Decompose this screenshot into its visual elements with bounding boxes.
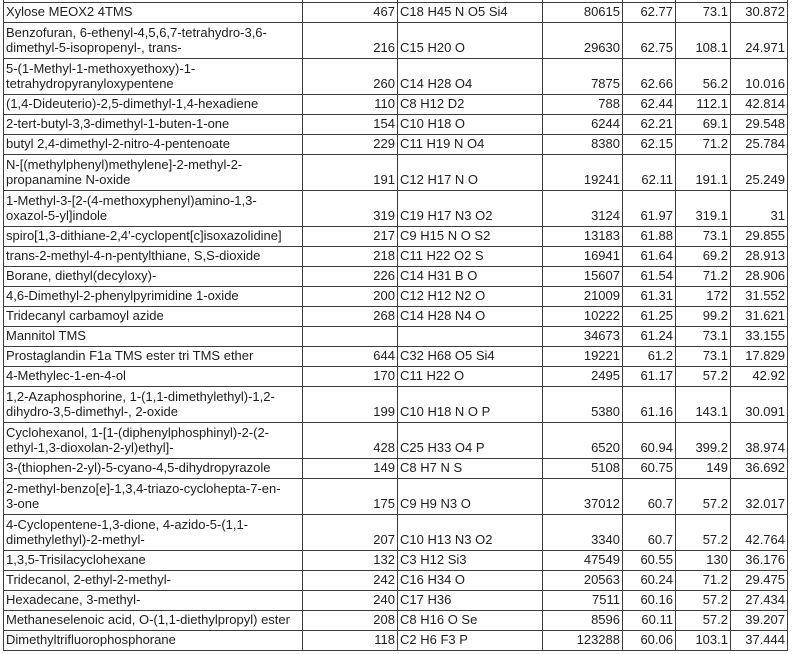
compound-name-line: (1,4-Dideuterio)-2,5-dimethyl-1,4-hexadiene bbox=[6, 96, 259, 111]
compound-name-line: propanamine N-oxide bbox=[6, 172, 131, 187]
mw-cell[interactable]: 644 bbox=[303, 347, 398, 367]
value-cell[interactable]: 60.7 bbox=[623, 479, 676, 515]
value-cell[interactable]: 61.54 bbox=[623, 267, 676, 287]
abundance-cell[interactable]: 80615 bbox=[543, 3, 623, 23]
abundance-cell[interactable]: 19221 bbox=[543, 347, 623, 367]
mw-cell[interactable]: 118 bbox=[303, 631, 398, 651]
mw-cell[interactable]: 199 bbox=[303, 387, 398, 423]
abundance-cell[interactable]: 20563 bbox=[543, 571, 623, 591]
formula-cell[interactable]: C2 H6 F3 P bbox=[398, 631, 543, 651]
abundance-cell[interactable]: 6244 bbox=[543, 115, 623, 135]
table-row bbox=[4, 387, 788, 423]
mw-cell[interactable]: 216 bbox=[303, 23, 398, 59]
compound-name-line: Hexadecane, 3-methyl- bbox=[6, 592, 141, 607]
value-cell[interactable]: 42.814 bbox=[731, 95, 788, 115]
value-cell[interactable]: 319.1 bbox=[676, 191, 731, 227]
compound-name-cell[interactable] bbox=[4, 327, 303, 347]
formula-cell[interactable]: C15 H20 O bbox=[398, 23, 543, 59]
value-cell[interactable]: 399.2 bbox=[676, 423, 731, 459]
formula-cell[interactable]: C9 H15 N O S2 bbox=[398, 227, 543, 247]
mw-cell[interactable] bbox=[303, 327, 398, 347]
value-cell[interactable]: 30.091 bbox=[731, 387, 788, 423]
value-cell[interactable]: 69.2 bbox=[676, 247, 731, 267]
value-cell[interactable]: 60.06 bbox=[623, 631, 676, 651]
compound-name-cell[interactable] bbox=[4, 247, 303, 267]
compound-name-line: ethyl-1,3-dioxolan-2-yl)ethyl]- bbox=[6, 440, 174, 455]
compound-name-cell[interactable] bbox=[4, 387, 303, 423]
compound-name-line: 1-Methyl-3-[2-(4-methoxyphenyl)amino-1,3- bbox=[6, 193, 257, 208]
value-cell[interactable]: 29.548 bbox=[731, 115, 788, 135]
value-cell[interactable]: 30.872 bbox=[731, 3, 788, 23]
table-row bbox=[4, 423, 788, 459]
formula-cell[interactable]: C12 H12 N2 O bbox=[398, 287, 543, 307]
value-cell[interactable]: 191.1 bbox=[676, 155, 731, 191]
value-cell[interactable]: 28.906 bbox=[731, 267, 788, 287]
compound-name-line: Cyclohexanol, 1-[1-(diphenylphosphinyl)-2-(2- bbox=[6, 425, 270, 440]
table-row bbox=[4, 227, 788, 247]
value-cell[interactable]: 60.55 bbox=[623, 551, 676, 571]
mw-cell[interactable]: 200 bbox=[303, 287, 398, 307]
compound-name-line: dihydro-3,5-dimethyl-, 2-oxide bbox=[6, 404, 178, 419]
mw-cell[interactable]: 218 bbox=[303, 247, 398, 267]
formula-cell[interactable]: C11 H22 O bbox=[398, 367, 543, 387]
mw-cell[interactable]: 268 bbox=[303, 307, 398, 327]
mw-cell[interactable]: 170 bbox=[303, 367, 398, 387]
compound-name-line: Prostaglandin F1a TMS ester tri TMS ether bbox=[6, 348, 254, 363]
compound-name-cell[interactable] bbox=[4, 307, 303, 327]
value-cell[interactable]: 60.94 bbox=[623, 423, 676, 459]
formula-cell[interactable]: C10 H18 O bbox=[398, 115, 543, 135]
table-row bbox=[4, 267, 788, 287]
compound-name-cell[interactable] bbox=[4, 135, 303, 155]
compound-name-cell[interactable] bbox=[4, 423, 303, 459]
formula-cell[interactable]: C19 H17 N3 O2 bbox=[398, 191, 543, 227]
value-cell[interactable]: 143.1 bbox=[676, 387, 731, 423]
value-cell[interactable]: 60.75 bbox=[623, 459, 676, 479]
value-cell[interactable]: 57.2 bbox=[676, 367, 731, 387]
abundance-cell[interactable]: 34673 bbox=[543, 327, 623, 347]
compound-name-line: Tridecanyl carbamoyl azide bbox=[6, 308, 164, 323]
formula-cell[interactable]: C16 H34 O bbox=[398, 571, 543, 591]
value-cell[interactable]: 99.2 bbox=[676, 307, 731, 327]
value-cell[interactable]: 57.2 bbox=[676, 479, 731, 515]
mw-cell[interactable]: 229 bbox=[303, 135, 398, 155]
compound-name-line: 2-methyl-benzo[e]-1,3,4-triazo-cyclohepta-7-en- bbox=[6, 481, 281, 496]
compound-name-line: 1,2-Azaphosphorine, 1-(1,1-dimethylethyl)-1,2- bbox=[6, 389, 275, 404]
mw-cell[interactable]: 428 bbox=[303, 423, 398, 459]
abundance-cell[interactable]: 19241 bbox=[543, 155, 623, 191]
value-cell[interactable]: 27.434 bbox=[731, 591, 788, 611]
value-cell[interactable]: 61.17 bbox=[623, 367, 676, 387]
abundance-cell[interactable]: 8380 bbox=[543, 135, 623, 155]
compound-name-cell[interactable] bbox=[4, 591, 303, 611]
abundance-cell[interactable]: 3124 bbox=[543, 191, 623, 227]
compound-name-line: dimethylethyl)-2-methyl- bbox=[6, 532, 145, 547]
formula-cell[interactable]: C3 H12 Si3 bbox=[398, 551, 543, 571]
abundance-cell[interactable]: 5380 bbox=[543, 387, 623, 423]
mw-cell[interactable]: 226 bbox=[303, 267, 398, 287]
value-cell[interactable]: 62.77 bbox=[623, 3, 676, 23]
table-row bbox=[4, 611, 788, 631]
value-cell[interactable]: 33.155 bbox=[731, 327, 788, 347]
formula-cell[interactable]: C8 H12 D2 bbox=[398, 95, 543, 115]
compound-name-cell[interactable] bbox=[4, 479, 303, 515]
table-row bbox=[4, 515, 788, 551]
value-cell[interactable]: 62.21 bbox=[623, 115, 676, 135]
compound-table-body bbox=[4, 0, 788, 651]
compound-name-line: 2-tert-butyl-3,3-dimethyl-1-buten-1-one bbox=[6, 116, 230, 131]
compound-name-line: 5-(1-Methyl-1-methoxyethoxy)-1- bbox=[6, 61, 196, 76]
compound-name-cell[interactable] bbox=[4, 551, 303, 571]
abundance-cell[interactable]: 123288 bbox=[543, 631, 623, 651]
formula-cell[interactable]: C25 H33 O4 P bbox=[398, 423, 543, 459]
value-cell[interactable]: 71.2 bbox=[676, 571, 731, 591]
value-cell[interactable]: 61.88 bbox=[623, 227, 676, 247]
mw-cell[interactable]: 207 bbox=[303, 515, 398, 551]
compound-name-line: 3-(thiophen-2-yl)-5-cyano-4,5-dihydropyrazole bbox=[6, 460, 271, 475]
value-cell[interactable]: 69.1 bbox=[676, 115, 731, 135]
compound-name-line: butyl 2,4-dimethyl-2-nitro-4-pentenoate bbox=[6, 136, 231, 151]
formula-cell[interactable]: C8 H16 O Se bbox=[398, 611, 543, 631]
compound-name-cell[interactable] bbox=[4, 227, 303, 247]
compound-name-cell[interactable] bbox=[4, 287, 303, 307]
formula-cell[interactable]: C9 H9 N3 O bbox=[398, 479, 543, 515]
compound-name-line: N-[(methylphenyl)methylene]-2-methyl-2- bbox=[6, 157, 243, 172]
abundance-cell[interactable]: 47549 bbox=[543, 551, 623, 571]
compound-name-line: tetrahydropyranyloxypentene bbox=[6, 76, 174, 91]
abundance-cell[interactable]: 21009 bbox=[543, 287, 623, 307]
formula-cell[interactable]: C18 H45 N O5 Si4 bbox=[398, 3, 543, 23]
table-row bbox=[4, 571, 788, 591]
table-row bbox=[4, 327, 788, 347]
table-row bbox=[4, 59, 788, 95]
value-cell[interactable]: 108.1 bbox=[676, 23, 731, 59]
compound-name-line: oxazol-5-yl]indole bbox=[6, 208, 108, 223]
value-cell[interactable]: 38.974 bbox=[731, 423, 788, 459]
value-cell[interactable]: 62.75 bbox=[623, 23, 676, 59]
table-row bbox=[4, 135, 788, 155]
table-row bbox=[4, 551, 788, 571]
compound-name-cell[interactable] bbox=[4, 23, 303, 59]
value-cell[interactable]: 73.1 bbox=[676, 227, 731, 247]
value-cell[interactable]: 73.1 bbox=[676, 327, 731, 347]
abundance-cell[interactable]: 7875 bbox=[543, 59, 623, 95]
mw-cell[interactable]: 132 bbox=[303, 551, 398, 571]
table-row bbox=[4, 23, 788, 59]
mw-cell[interactable]: 110 bbox=[303, 95, 398, 115]
table-row bbox=[4, 287, 788, 307]
table-row bbox=[4, 347, 788, 367]
value-cell[interactable]: 61.24 bbox=[623, 327, 676, 347]
value-cell[interactable]: 61.97 bbox=[623, 191, 676, 227]
value-cell[interactable]: 31.552 bbox=[731, 287, 788, 307]
value-cell[interactable]: 39.207 bbox=[731, 611, 788, 631]
value-cell[interactable]: 62.66 bbox=[623, 59, 676, 95]
compound-name-line: Mannitol TMS bbox=[6, 328, 86, 343]
value-cell[interactable]: 42.764 bbox=[731, 515, 788, 551]
compound-name-cell[interactable] bbox=[4, 367, 303, 387]
compound-name-line: Dimethyltrifluorophosphorane bbox=[6, 632, 176, 647]
abundance-cell[interactable]: 29630 bbox=[543, 23, 623, 59]
formula-cell[interactable]: C32 H68 O5 Si4 bbox=[398, 347, 543, 367]
table-row bbox=[4, 191, 788, 227]
value-cell[interactable]: 57.2 bbox=[676, 611, 731, 631]
abundance-cell[interactable]: 16941 bbox=[543, 247, 623, 267]
table-row bbox=[4, 479, 788, 515]
value-cell[interactable]: 62.44 bbox=[623, 95, 676, 115]
value-cell[interactable]: 10.016 bbox=[731, 59, 788, 95]
formula-cell[interactable]: C10 H18 N O P bbox=[398, 387, 543, 423]
compound-name-cell[interactable] bbox=[4, 459, 303, 479]
compound-name-cell[interactable] bbox=[4, 267, 303, 287]
compound-name-line: 4,6-Dimethyl-2-phenylpyrimidine 1-oxide bbox=[6, 288, 239, 303]
abundance-cell[interactable]: 788 bbox=[543, 95, 623, 115]
value-cell[interactable]: 73.1 bbox=[676, 3, 731, 23]
compound-name-cell[interactable] bbox=[4, 631, 303, 651]
value-cell[interactable]: 71.2 bbox=[676, 267, 731, 287]
abundance-cell[interactable]: 5108 bbox=[543, 459, 623, 479]
value-cell[interactable]: 130 bbox=[676, 551, 731, 571]
table-row bbox=[4, 367, 788, 387]
value-cell[interactable]: 36.692 bbox=[731, 459, 788, 479]
compound-name-line: Tridecanol, 2-ethyl-2-methyl- bbox=[6, 572, 171, 587]
value-cell[interactable]: 36.176 bbox=[731, 551, 788, 571]
formula-cell[interactable]: C11 H22 O2 S bbox=[398, 247, 543, 267]
compound-name-line: 4-Cyclopentene-1,3-dione, 4-azido-5-(1,1- bbox=[6, 517, 249, 532]
formula-cell[interactable]: C12 H17 N O bbox=[398, 155, 543, 191]
abundance-cell[interactable]: 2495 bbox=[543, 367, 623, 387]
abundance-cell[interactable]: 13183 bbox=[543, 227, 623, 247]
value-cell[interactable]: 25.249 bbox=[731, 155, 788, 191]
abundance-cell[interactable]: 37012 bbox=[543, 479, 623, 515]
value-cell[interactable]: 57.2 bbox=[676, 591, 731, 611]
formula-cell[interactable]: C14 H31 B O bbox=[398, 267, 543, 287]
compound-name-line: 1,3,5-Trisilacyclohexane bbox=[6, 552, 146, 567]
mw-cell[interactable]: 260 bbox=[303, 59, 398, 95]
mw-cell[interactable]: 175 bbox=[303, 479, 398, 515]
compound-name-line: 4-Methylec-1-en-4-ol bbox=[6, 368, 126, 383]
compound-name-cell[interactable] bbox=[4, 95, 303, 115]
compound-name-cell[interactable] bbox=[4, 191, 303, 227]
table-row bbox=[4, 459, 788, 479]
value-cell[interactable]: 71.2 bbox=[676, 135, 731, 155]
abundance-cell[interactable]: 3340 bbox=[543, 515, 623, 551]
value-cell[interactable]: 28.913 bbox=[731, 247, 788, 267]
formula-cell[interactable]: C14 H28 O4 bbox=[398, 59, 543, 95]
value-cell[interactable]: 60.7 bbox=[623, 515, 676, 551]
value-cell[interactable]: 172 bbox=[676, 287, 731, 307]
value-cell[interactable]: 29.475 bbox=[731, 571, 788, 591]
compound-name-cell[interactable] bbox=[4, 59, 303, 95]
mw-cell[interactable]: 208 bbox=[303, 611, 398, 631]
abundance-cell[interactable]: 6520 bbox=[543, 423, 623, 459]
mw-cell[interactable]: 240 bbox=[303, 591, 398, 611]
abundance-cell[interactable]: 10222 bbox=[543, 307, 623, 327]
compound-name-cell[interactable] bbox=[4, 515, 303, 551]
value-cell[interactable]: 103.1 bbox=[676, 631, 731, 651]
abundance-cell[interactable]: 15607 bbox=[543, 267, 623, 287]
formula-cell[interactable]: C11 H19 N O4 bbox=[398, 135, 543, 155]
value-cell[interactable]: 25.784 bbox=[731, 135, 788, 155]
value-cell[interactable]: 60.16 bbox=[623, 591, 676, 611]
table-row bbox=[4, 307, 788, 327]
value-cell[interactable]: 149 bbox=[676, 459, 731, 479]
formula-cell[interactable] bbox=[398, 327, 543, 347]
table-row bbox=[4, 155, 788, 191]
value-cell[interactable]: 31 bbox=[731, 191, 788, 227]
mw-cell[interactable]: 319 bbox=[303, 191, 398, 227]
formula-cell[interactable]: C14 H28 N4 O bbox=[398, 307, 543, 327]
compound-name-cell[interactable] bbox=[4, 3, 303, 23]
compound-name-line: Borane, diethyl(decyloxy)- bbox=[6, 268, 157, 283]
value-cell[interactable]: 29.855 bbox=[731, 227, 788, 247]
compound-name-line: spiro[1,3-dithiane-2,4'-cyclopent[c]isoxazolidine] bbox=[6, 228, 282, 243]
table-row bbox=[4, 247, 788, 267]
value-cell[interactable]: 62.11 bbox=[623, 155, 676, 191]
formula-cell[interactable]: C17 H36 bbox=[398, 591, 543, 611]
compound-name-line: Methaneselenoic acid, O-(1,1-diethylpropyl) ester bbox=[6, 612, 290, 627]
compound-table bbox=[3, 0, 788, 651]
value-cell[interactable]: 37.444 bbox=[731, 631, 788, 651]
compound-name-line: 3-one bbox=[6, 496, 40, 511]
value-cell[interactable]: 61.64 bbox=[623, 247, 676, 267]
value-cell[interactable]: 61.25 bbox=[623, 307, 676, 327]
compound-name-cell[interactable] bbox=[4, 155, 303, 191]
table-row bbox=[4, 3, 788, 23]
compound-name-cell[interactable] bbox=[4, 571, 303, 591]
value-cell[interactable]: 42.92 bbox=[731, 367, 788, 387]
compound-name-line: Xylose MEOX2 4TMS bbox=[6, 4, 133, 19]
mw-cell[interactable]: 154 bbox=[303, 115, 398, 135]
table-row bbox=[4, 95, 788, 115]
table-row bbox=[4, 115, 788, 135]
abundance-cell[interactable]: 8596 bbox=[543, 611, 623, 631]
compound-name-line: Benzofuran, 6-ethenyl-4,5,6,7-tetrahydro-3,6- bbox=[6, 25, 267, 40]
mw-cell[interactable]: 149 bbox=[303, 459, 398, 479]
compound-name-cell[interactable] bbox=[4, 611, 303, 631]
value-cell[interactable]: 56.2 bbox=[676, 59, 731, 95]
value-cell[interactable]: 24.971 bbox=[731, 23, 788, 59]
compound-name-line: trans-2-methyl-4-n-pentylthiane, S,S-dioxide bbox=[6, 248, 261, 263]
value-cell[interactable]: 61.31 bbox=[623, 287, 676, 307]
value-cell[interactable]: 31.621 bbox=[731, 307, 788, 327]
formula-cell[interactable]: C10 H13 N3 O2 bbox=[398, 515, 543, 551]
value-cell[interactable]: 62.15 bbox=[623, 135, 676, 155]
value-cell[interactable]: 60.24 bbox=[623, 571, 676, 591]
table-row bbox=[4, 591, 788, 611]
value-cell[interactable]: 60.11 bbox=[623, 611, 676, 631]
value-cell[interactable]: 17.829 bbox=[731, 347, 788, 367]
value-cell[interactable]: 73.1 bbox=[676, 347, 731, 367]
formula-cell[interactable]: C8 H7 N S bbox=[398, 459, 543, 479]
mw-cell[interactable]: 242 bbox=[303, 571, 398, 591]
abundance-cell[interactable]: 7511 bbox=[543, 591, 623, 611]
table-row bbox=[4, 631, 788, 651]
compound-name-cell[interactable] bbox=[4, 347, 303, 367]
mw-cell[interactable]: 191 bbox=[303, 155, 398, 191]
mw-cell[interactable]: 217 bbox=[303, 227, 398, 247]
compound-name-line: dimethyl-5-isopropenyl-, trans- bbox=[6, 40, 182, 55]
value-cell[interactable]: 61.2 bbox=[623, 347, 676, 367]
value-cell[interactable]: 32.017 bbox=[731, 479, 788, 515]
compound-name-cell[interactable] bbox=[4, 115, 303, 135]
value-cell[interactable]: 61.16 bbox=[623, 387, 676, 423]
value-cell[interactable]: 112.1 bbox=[676, 95, 731, 115]
mw-cell[interactable]: 467 bbox=[303, 3, 398, 23]
value-cell[interactable]: 57.2 bbox=[676, 515, 731, 551]
